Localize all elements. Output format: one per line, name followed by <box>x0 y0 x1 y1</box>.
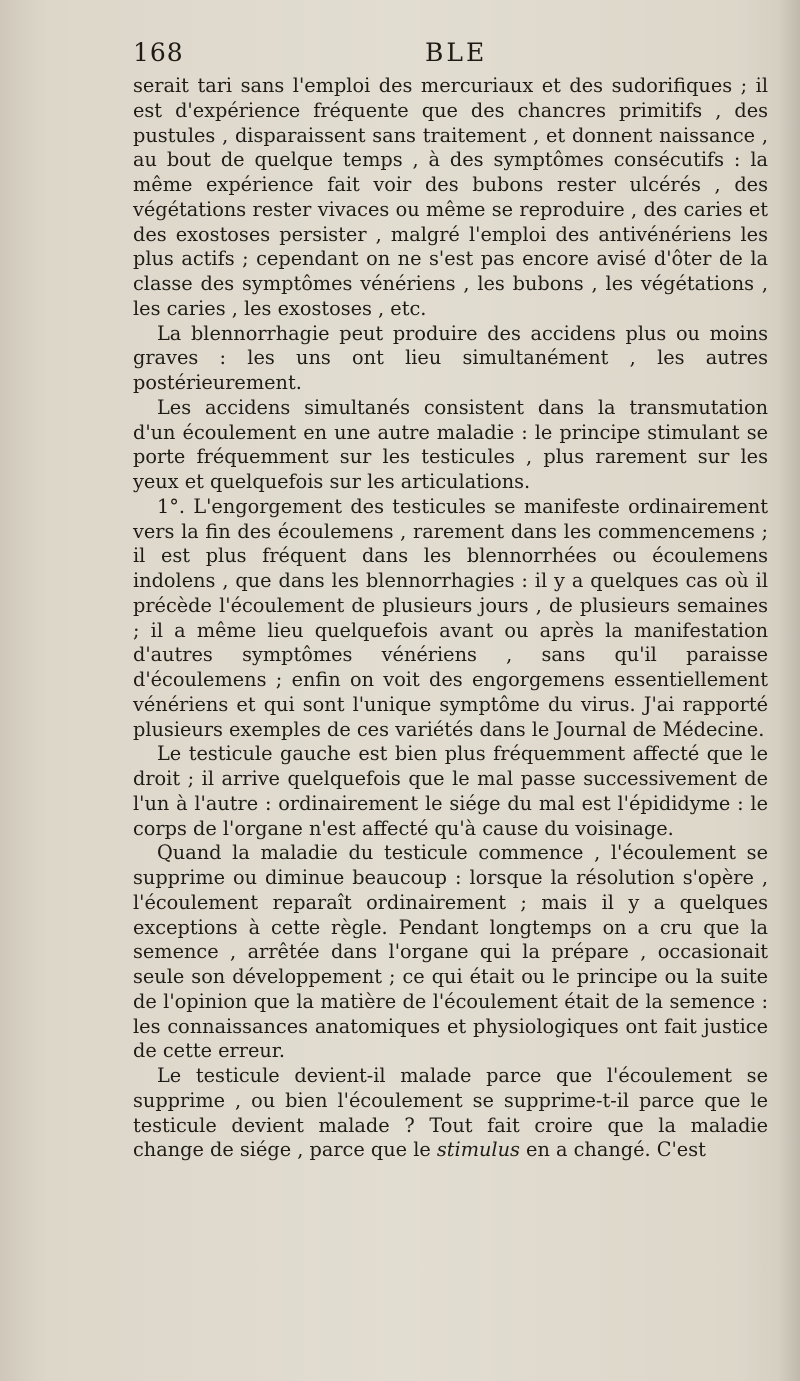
running-head <box>133 38 768 74</box>
running-title: BLE <box>425 38 488 67</box>
paragraph-1: serait tari sans l'emploi des mercuriaux et des sudorifiques ; il est d'expérience fréquente que des chancres primitifs , des pustules , disparaissent sans traitement , et donnent naissance , au bout de quelque temps , à des symptômes consécutifs : la même expérience fait voir des bubons rester ulcérés , des végétations rester vivaces ou même se reproduire , des caries et des exostoses persister , malgré l'emploi des antivénériens les plus actifs ; cependant on ne s'est pas encore avisé d'ôter de la classe des symptômes vénériens , les bubons , les végétations , les caries , les exostoses , etc. <box>133 74 768 320</box>
body-text <box>133 74 768 1163</box>
paragraph-7-italic: stimulus <box>436 1138 520 1162</box>
paragraph-6: Quand la maladie du testicule commence , l'écoulement se supprime ou diminue beaucoup : lorsque la résolution s'opère , l'écoulement reparaît ordinairement ; mais il y a quelques exceptions à cette règle. Pendant longtemps on a cru que la semence , arrêtée dans l'organe qui la prépare , occasionait seule son développement ; ce qui était ou le principe ou la suite de l'opinion que la matière de l'écoulement était de la semence : les connaissances anatomiques et physiologiques ont fait justice de cette erreur. <box>133 841 768 1063</box>
paragraph-3: Les accidens simultanés consistent dans la transmutation d'un écoulement en une autre maladie : le principe stimulant se porte fréquemment sur les testicules , plus rarement sur les yeux et quelquefois sur les articulations. <box>133 395 768 493</box>
paragraph-7-text: Le testicule devient-il malade parce que l'écoulement se supprime , ou bien l'écoulement se supprime-t-il parce que le testicule devient malade ? Tout fait croire que la maladie change de siége , parce que le <box>133 1064 768 1162</box>
paragraph-4: 1°. L'engorgement des testicules se manifeste ordinairement vers la fin des écoulemens , rarement dans les commencemens ; il est plus fréquent dans les blennorrhées ou écoulemens indolens , que dans les blennorrhagies : il y a quelques cas où il précède l'écoulement de plusieurs jours , de plusieurs semaines ; il a même lieu quelquefois avant ou après la manifestation d'autres symptômes vénériens , sans qu'il paraisse d'écoulemens ; enfin on voit des engorgemens essentiellement vénériens et qui sont l'unique symptôme du virus. J'ai rapporté plusieurs exemples de ces variétés dans le Journal de Médecine. <box>133 494 768 741</box>
page-edge-shadow <box>778 0 800 1381</box>
paragraph-5: Le testicule gauche est bien plus fréquemment affecté que le droit ; il arrive quelquefois que le mal passe successivement de l'un à l'autre : ordinairement le siége du mal est l'épididyme : le corps de l'organe n'est affecté qu'à cause du voisinage. <box>133 742 768 840</box>
paragraph-7-tail: en a changé. C'est <box>519 1138 706 1162</box>
paragraph-2: La blennorrhagie peut produire des accidens plus ou moins graves : les uns ont lieu simultanément , les autres postérieurement. <box>133 321 768 394</box>
page-number: 168 <box>133 38 184 67</box>
paragraph-7 <box>133 1064 768 1163</box>
